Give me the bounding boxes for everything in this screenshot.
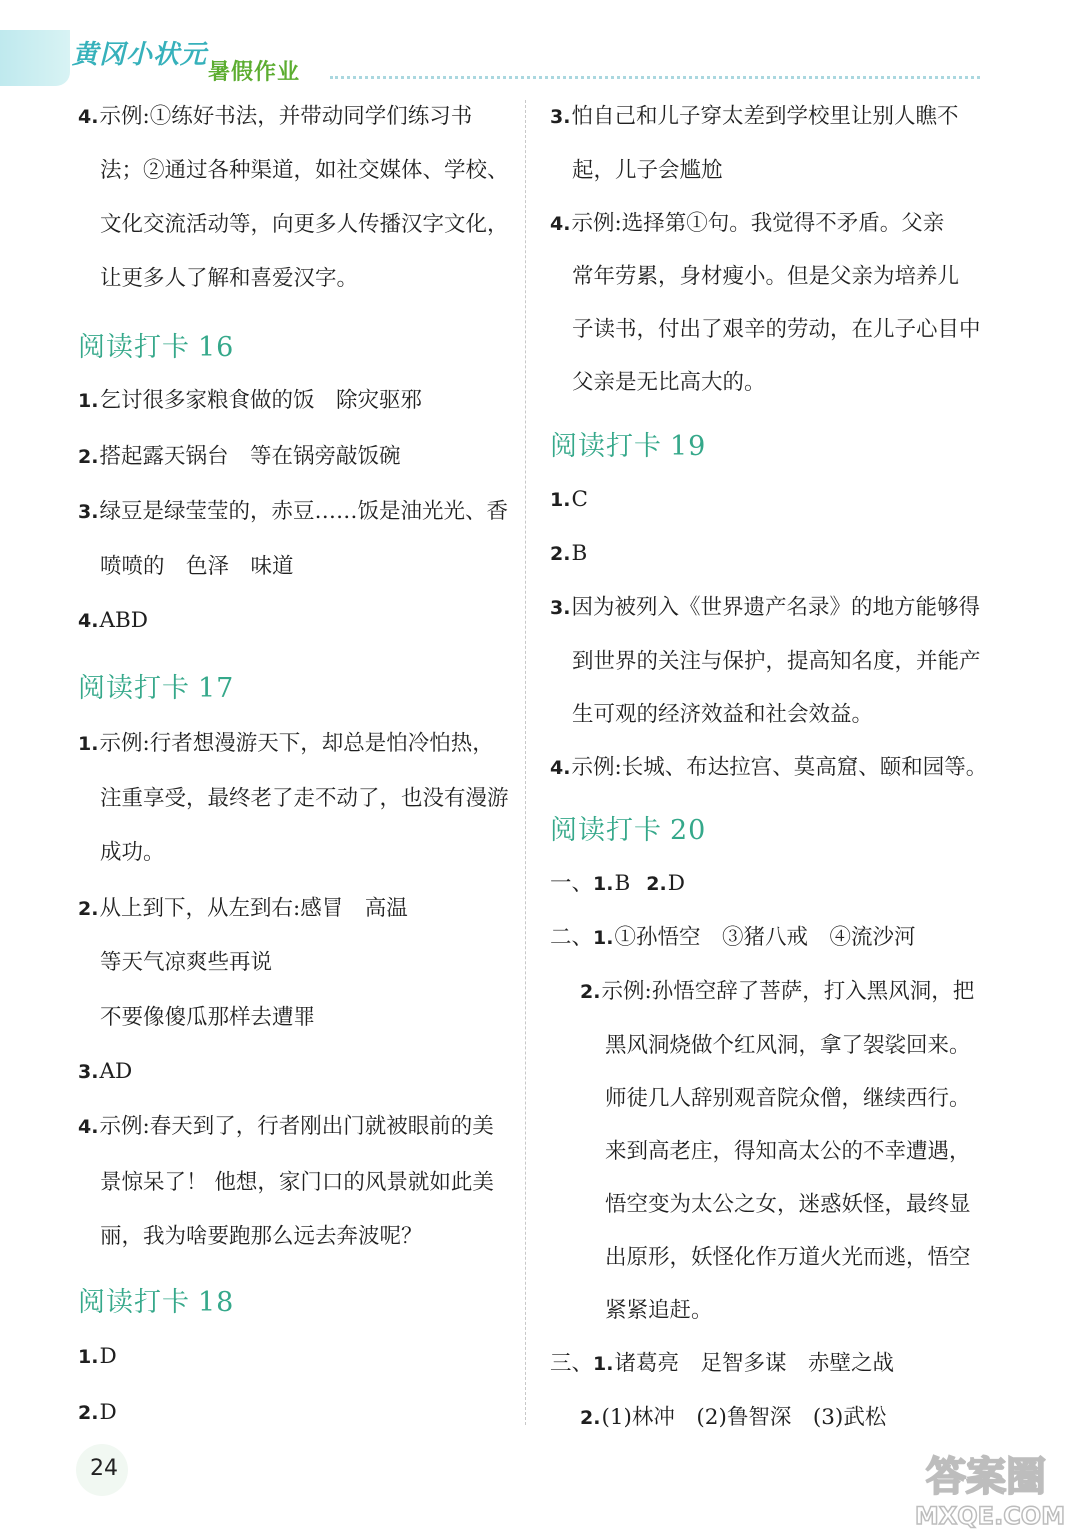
answer-line: 到世界的关注与保护，提高知名度，并能产	[572, 649, 981, 674]
answer-line: 3.AD	[78, 1059, 133, 1084]
column-divider	[525, 100, 526, 1425]
answer-line: 父亲是无比高大的。	[572, 370, 766, 395]
section-heading-19: 阅读打卡 19	[550, 431, 707, 462]
answer-line: 4.示例:长城、布达拉宫、莫高窟、颐和园等。	[550, 755, 988, 780]
answer-line: 1.D	[78, 1344, 117, 1369]
answer-line: 成功。	[100, 840, 165, 865]
answer-line: 常年劳累，身材瘦小。但是父亲为培养儿	[572, 264, 960, 289]
answer-line: 2.D	[78, 1400, 117, 1425]
watermark-url: MXQE.COM	[914, 1502, 1066, 1530]
watermark-logo	[900, 1440, 1080, 1530]
answer-line: 2.(1)林冲 (2)鲁智深 (3)武松	[580, 1405, 887, 1430]
answer-line: 生可观的经济效益和社会效益。	[572, 702, 874, 727]
answer-line: 起，儿子会尴尬	[572, 158, 723, 183]
answer-line: 4.示例:春天到了，行者刚出门就被眼前的美	[78, 1114, 494, 1139]
answer-line: 出原形，妖怪化作万道火光而逃，悟空	[605, 1245, 971, 1270]
answer-line: 2.示例:孙悟空辞了菩萨，打入黑风洞，把	[580, 979, 975, 1004]
answer-line: 注重享受，最终老了走不动了，也没有漫游	[100, 786, 509, 811]
answer-line: 一、1.B 2.D	[550, 871, 685, 896]
answer-line: 悟空变为太公之女，迷惑妖怪，最终显	[605, 1192, 971, 1217]
answer-line: 2.从上到下，从左到右:感冒 高温	[78, 896, 408, 921]
answer-line: 三、1.诸葛亮 足智多谋 赤壁之战	[550, 1351, 894, 1376]
answer-line: 子读书，付出了艰辛的劳动，在儿子心目中	[572, 317, 981, 342]
brand-logo-text: 黄冈小状元	[72, 40, 208, 70]
answer-line: 来到高老庄，得知高太公的不幸遭遇，	[605, 1139, 971, 1164]
answer-line: 3.绿豆是绿莹莹的，赤豆……饭是油光光、香	[78, 499, 508, 524]
header-tab-decoration	[0, 30, 70, 86]
answer-line: 4.ABD	[78, 608, 149, 633]
answer-line: 不要像傻瓜那样去遭罪	[100, 1005, 316, 1030]
answer-line: 2.B	[550, 541, 588, 566]
answer-line: 文化交流活动等，向更多人传播汉字文化，	[100, 212, 509, 237]
answer-line: 师徒几人辞别观音院众僧，继续西行。	[605, 1086, 971, 1111]
book-title: 暑假作业	[208, 60, 301, 85]
section-heading-17: 阅读打卡 17	[78, 673, 235, 704]
section-heading-16: 阅读打卡 16	[78, 332, 235, 363]
answer-line: 1.示例:行者想漫游天下，却总是怕冷怕热，	[78, 731, 494, 756]
header-dotted-rule	[330, 76, 980, 79]
answer-line: 黑风洞烧做个红风洞，拿了袈裟回来。	[605, 1033, 971, 1058]
answer-line: 紧紧追赶。	[605, 1298, 713, 1323]
section-heading-18: 阅读打卡 18	[78, 1287, 235, 1318]
answer-line: 等天气凉爽些再说	[100, 950, 273, 975]
answer-line: 喷喷的 色泽 味道	[100, 554, 294, 579]
answer-line: 法；②通过各种渠道，如社交媒体、学校、	[100, 158, 509, 183]
answer-line: 4.示例:选择第①句。我觉得不矛盾。父亲	[550, 211, 945, 236]
watermark-text: 答案圈	[926, 1454, 1046, 1500]
answer-line: 3.怕自己和儿子穿太差到学校里让别人瞧不	[550, 104, 959, 129]
answer-line: 景惊呆了！ 他想，家门口的风景就如此美	[100, 1170, 494, 1195]
answer-line: 2.搭起露天锅台 等在锅旁敲饭碗	[78, 444, 401, 469]
answer-line: 3.因为被列入《世界遗产名录》的地方能够得	[550, 595, 980, 620]
answer-line: 让更多人了解和喜爱汉字。	[100, 266, 359, 291]
answer-line: 1.乞讨很多家粮食做的饭 除灾驱邪	[78, 388, 422, 413]
answer-line: 4.示例:①练好书法，并带动同学们练习书	[78, 104, 473, 129]
answer-line: 1.C	[550, 487, 588, 512]
answer-line: 丽，我为啥要跑那么远去奔波呢？	[100, 1224, 423, 1249]
section-heading-20: 阅读打卡 20	[550, 815, 707, 846]
answer-line: 二、1.①孙悟空 ③猪八戒 ④流沙河	[550, 925, 916, 950]
page-number: 24	[90, 1456, 118, 1481]
